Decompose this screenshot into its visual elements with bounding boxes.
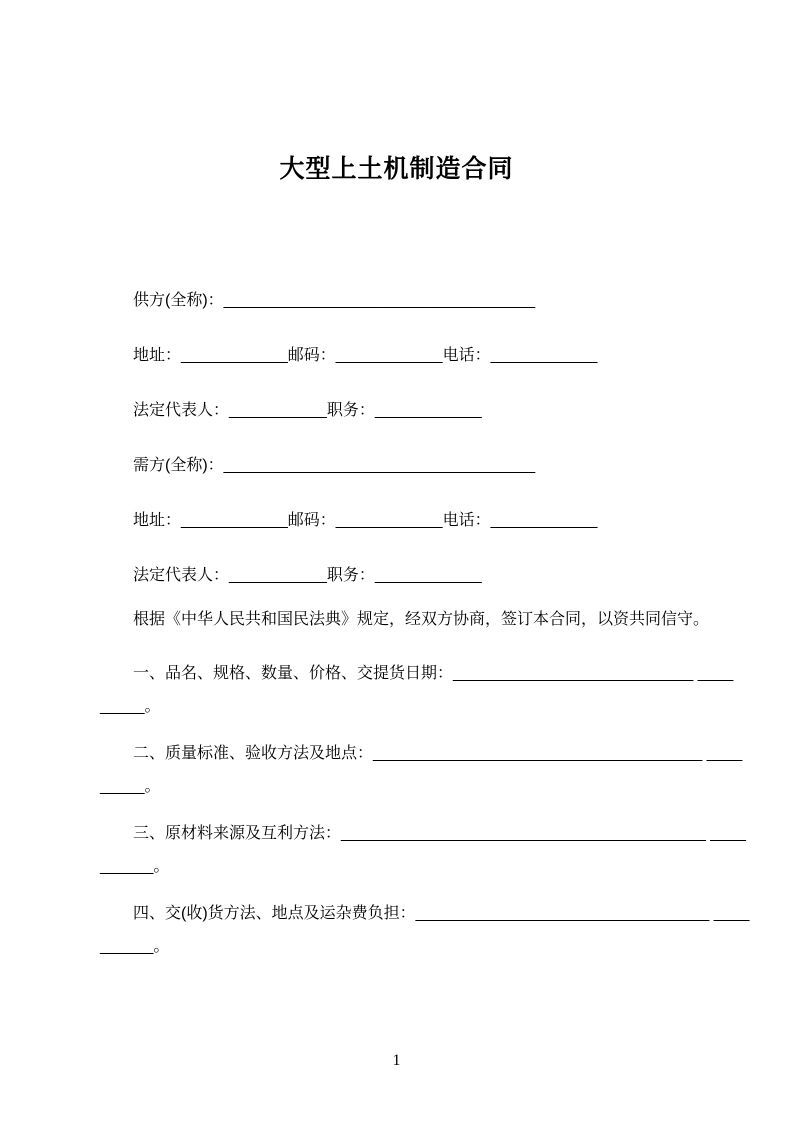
line-clause-1: 一、品名、规格、数量、价格、交提货日期：___________________________ ____	[133, 665, 734, 682]
line-buyer-address: 地址：____________邮码：____________电话：____________	[133, 512, 598, 529]
document-title: 大型上土机制造合同	[279, 154, 514, 183]
line-clause-2: 二、质量标准、验收方法及地点：_____________________________________ ____	[133, 745, 743, 762]
line-supplier-address: 地址：____________邮码：____________电话：____________	[133, 347, 598, 364]
line-supplier-representative: 法定代表人：___________职务：____________	[133, 402, 482, 419]
page-number: 1	[392, 1052, 401, 1069]
line-buyer-name: 需方(全称)：___________________________________	[133, 457, 536, 474]
line-supplier-name: 供方(全称)：___________________________________	[133, 292, 536, 309]
line-buyer-representative: 法定代表人：___________职务：____________	[133, 567, 482, 584]
line-clause-4: 四、交(收)货方法、地点及运杂费负担：_________________________________ ____	[133, 905, 750, 922]
line-clause-4-continuation: ______。	[100, 938, 170, 955]
line-clause-1-continuation: _____。	[100, 698, 161, 715]
line-clause-3-continuation: ______。	[100, 858, 170, 875]
line-preamble: 根据《中华人民共和国民法典》规定，经双方协商，签订本合同，以资共同信守。	[133, 611, 710, 628]
line-clause-3: 三、原材料来源及互利方法：_________________________________________ ____	[133, 825, 746, 842]
line-clause-2-continuation: _____。	[100, 778, 161, 795]
